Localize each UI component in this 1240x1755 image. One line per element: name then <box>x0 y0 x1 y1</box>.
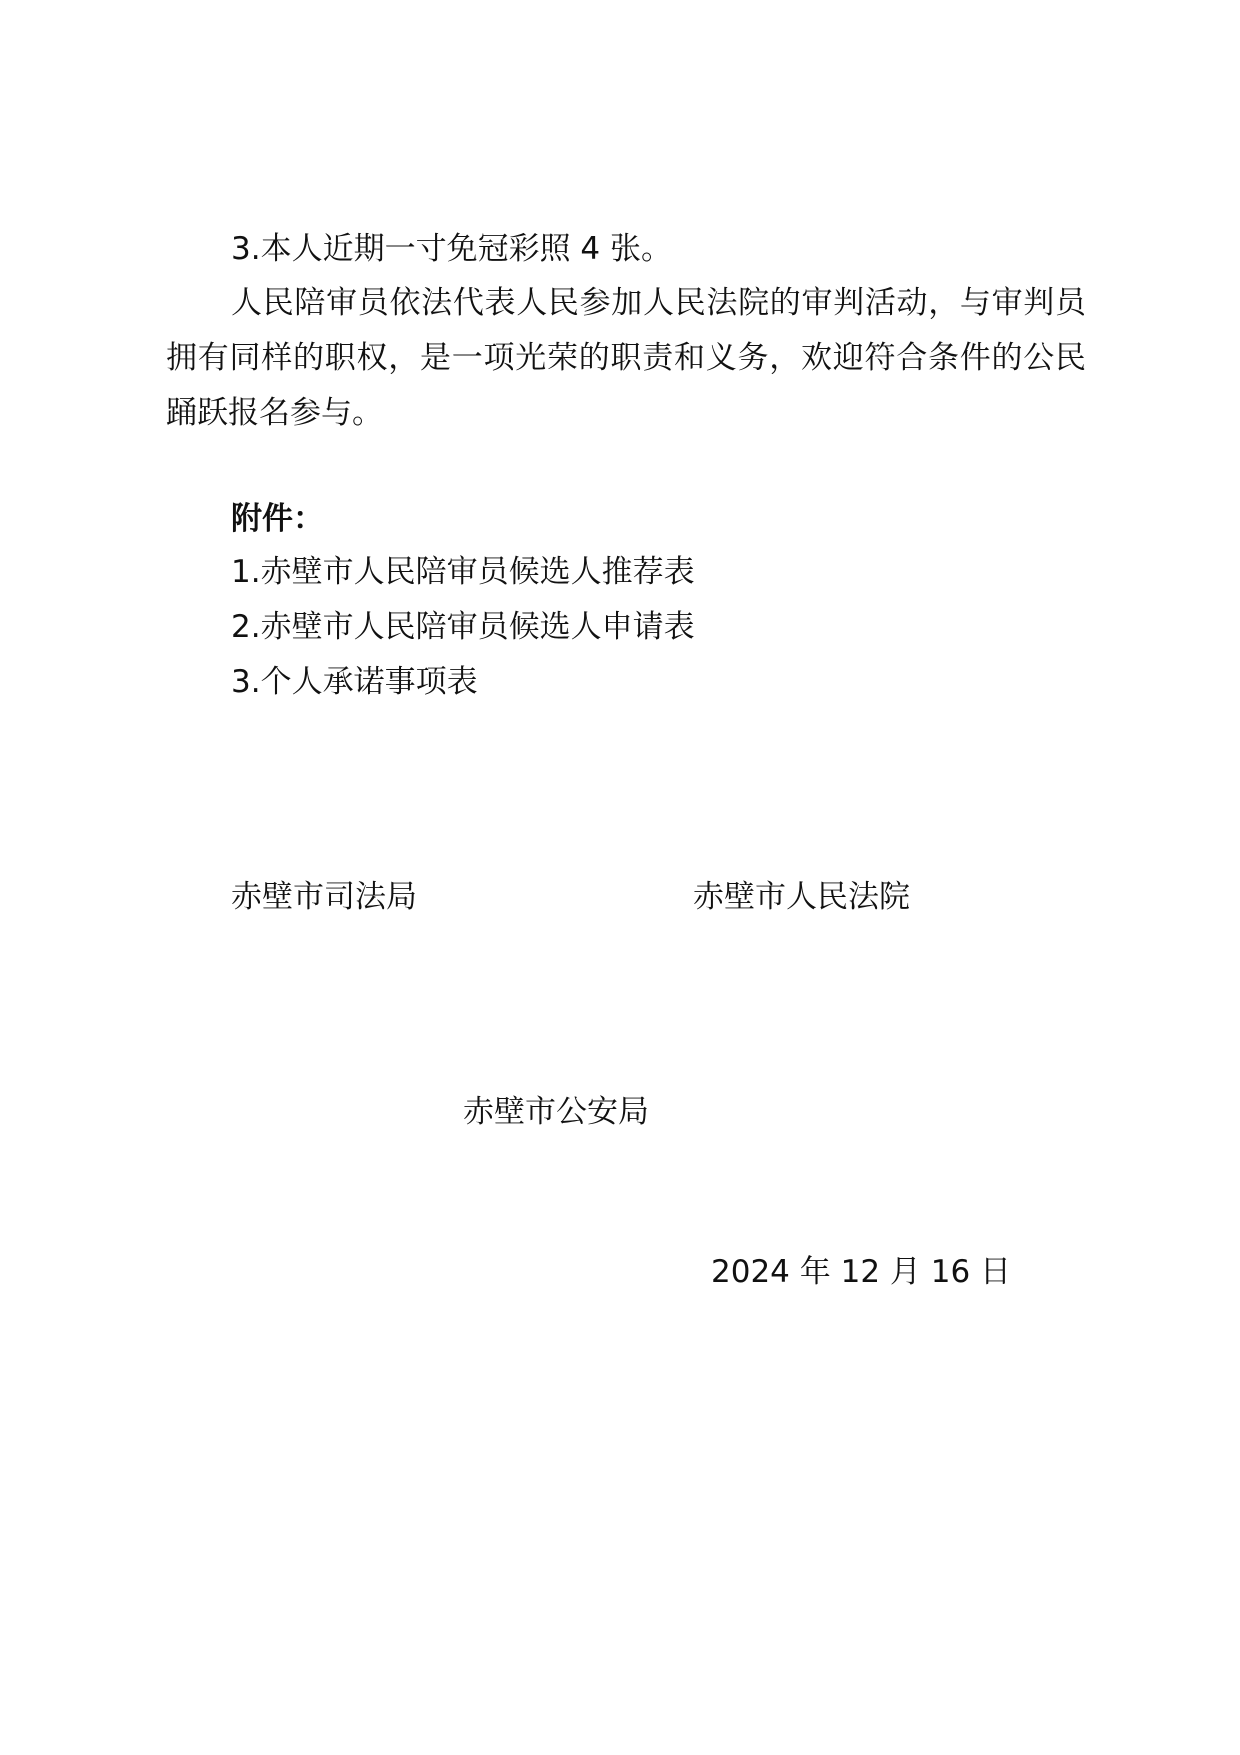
attachment-item: 1.赤壁市人民陪审员候选人推荐表 <box>231 554 695 590</box>
signatory-justice-bureau: 赤壁市司法局 <box>231 879 417 915</box>
document-date: 2024 年 12 月 16 日 <box>711 1254 1012 1290</box>
signatory-police: 赤壁市公安局 <box>463 1094 649 1130</box>
attachment-item: 2.赤壁市人民陪审员候选人申请表 <box>231 609 695 645</box>
body-paragraph: 人民陪审员依法代表人民参加人民法院的审判活动，与审判员拥有同样的职权，是一项光荣的职责和义务，欢迎符合条件的公民踊跃报名参与。 <box>166 285 1086 431</box>
signatory-court: 赤壁市人民法院 <box>693 879 910 915</box>
attachment-item: 3.个人承诺事项表 <box>231 664 478 700</box>
attachments-heading: 附件： <box>231 501 324 537</box>
requirement-item-3: 3.本人近期一寸免冠彩照 4 张。 <box>231 231 673 267</box>
